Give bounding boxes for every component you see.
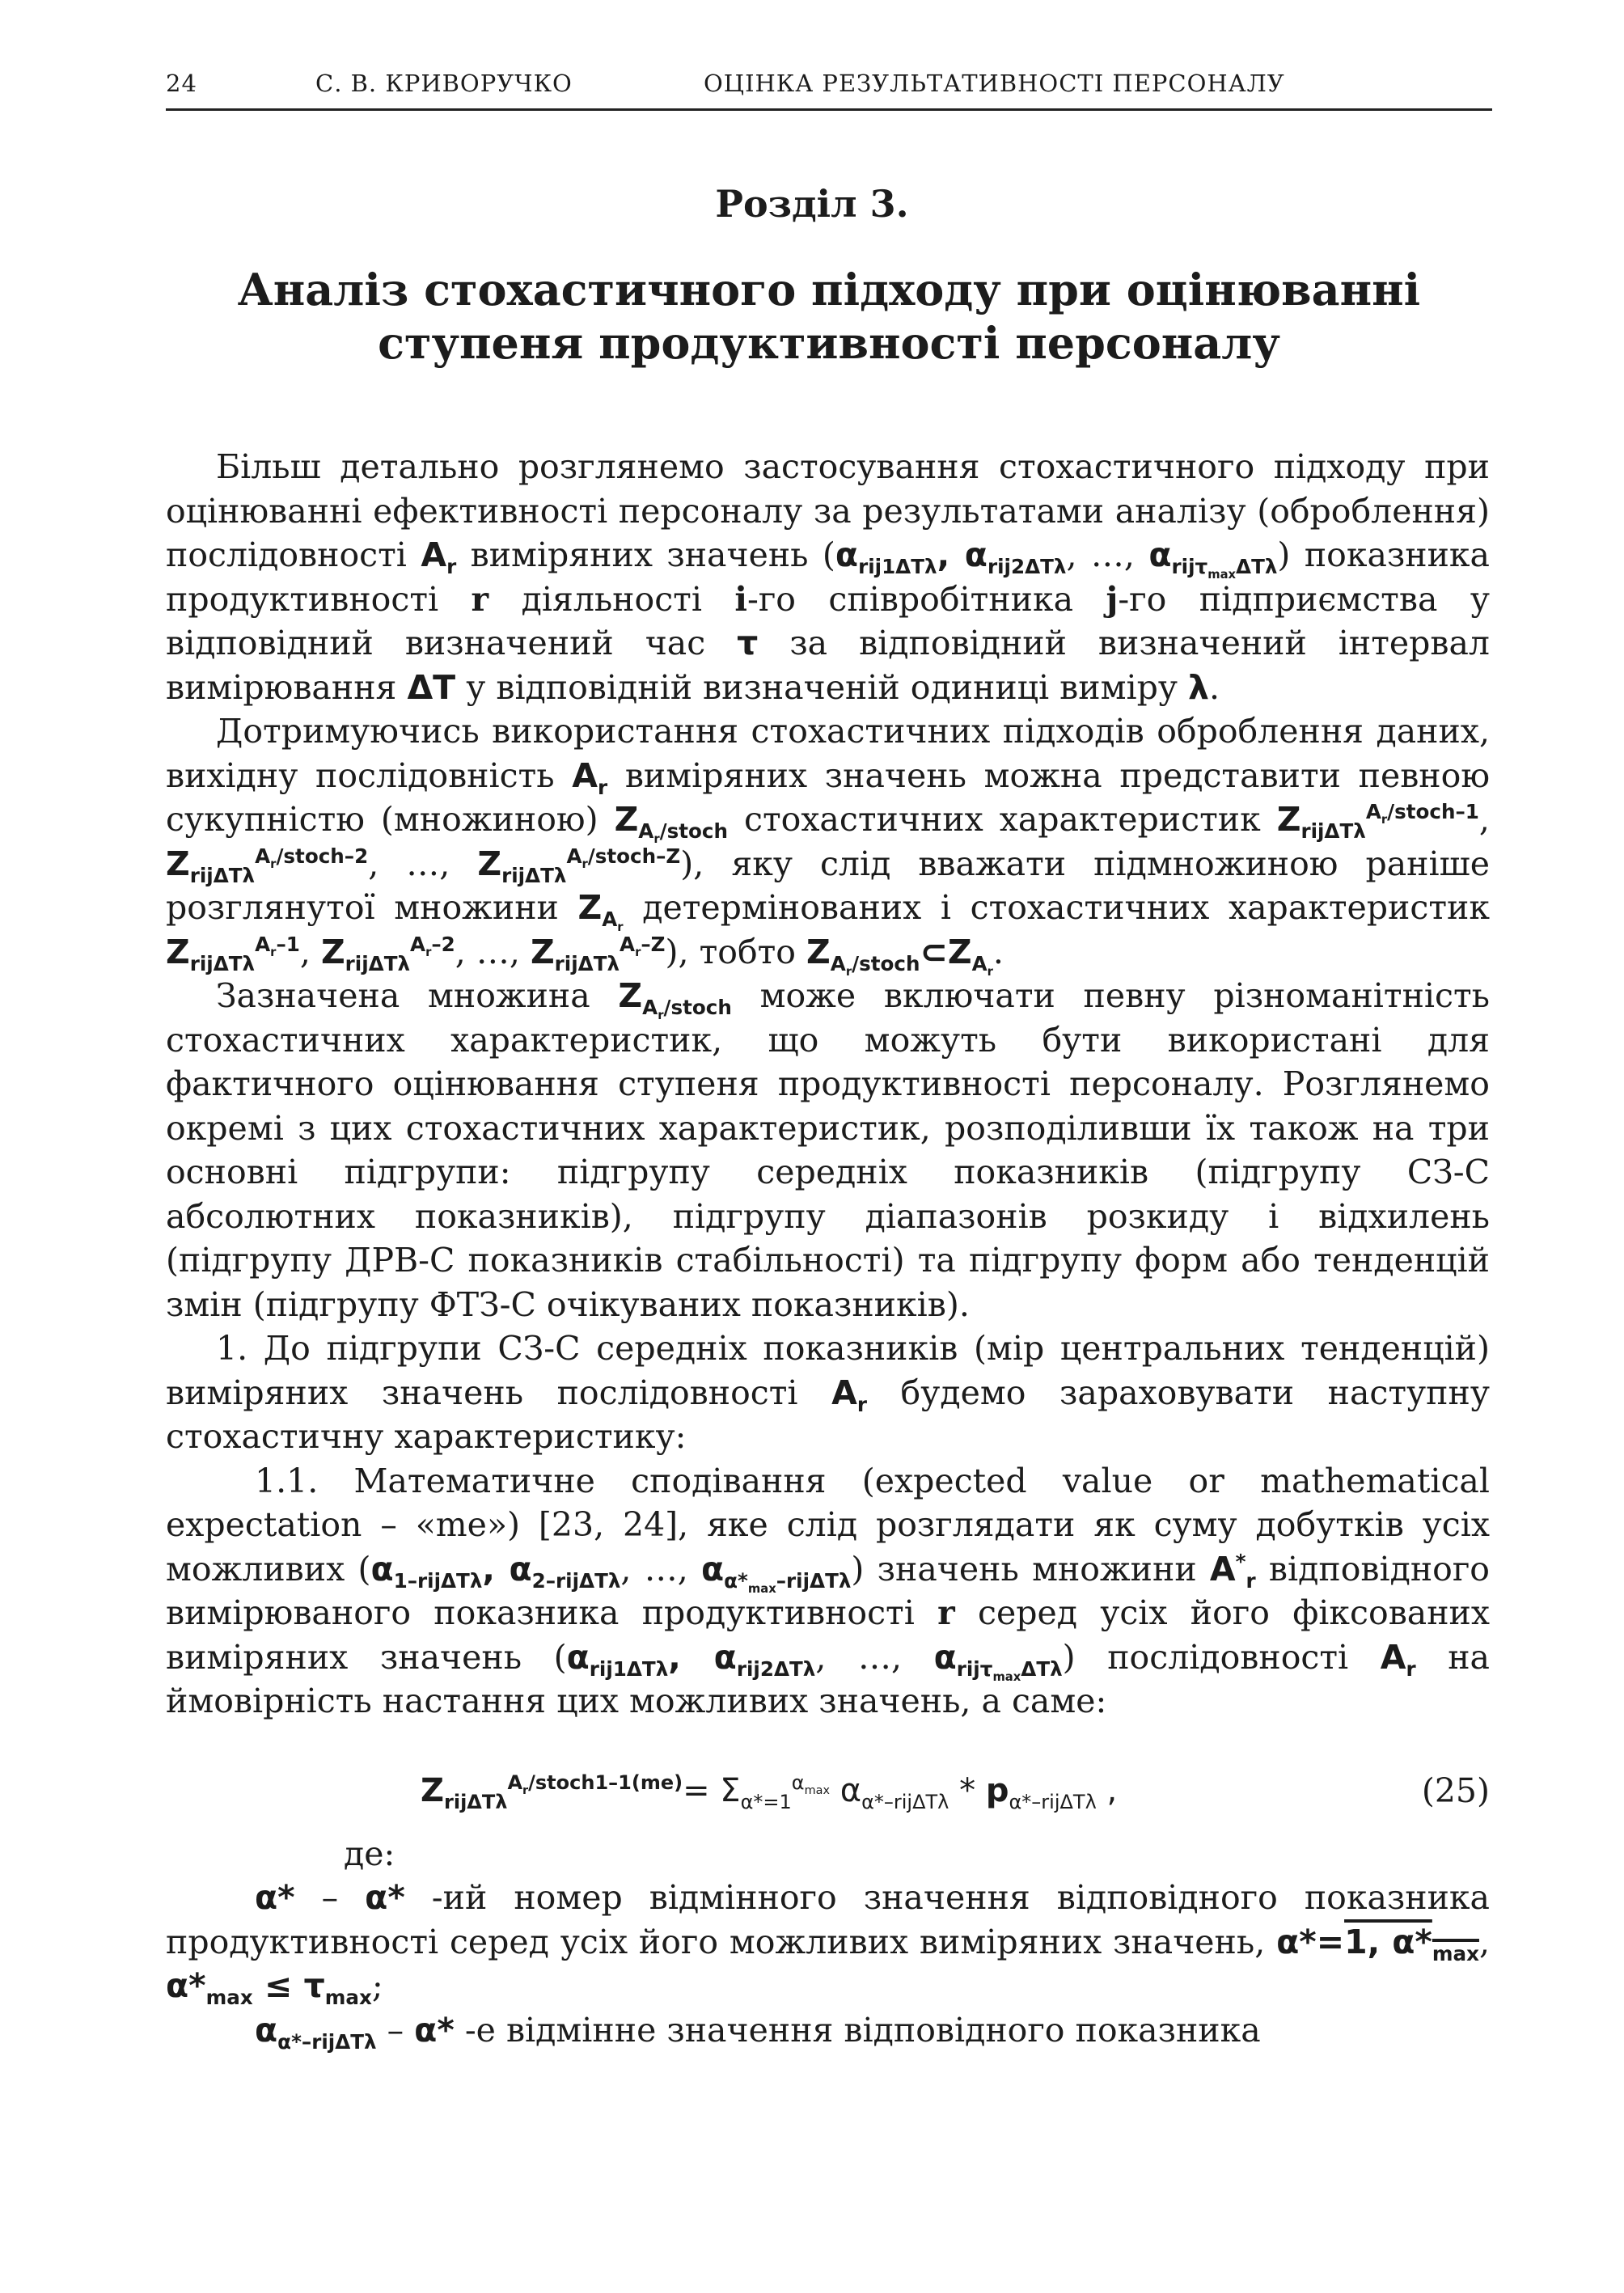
definitions-intro: де:	[344, 1834, 395, 1873]
header-author: С. В. КРИВОРУЧКО	[315, 70, 573, 97]
chapter-title	[162, 263, 1496, 370]
formula-25	[166, 1745, 1490, 1832]
paragraph-1: Більш детально розглянемо застосування стохастичного підходу при оцінюванні ефективності персоналу за результатами аналізу (оброблення) послідовності $A_r$ виміряних значень ($\alpha_{rij1\Delta T\lambda}$, $\alpha_{rij2\Delta T\lambda}$, …, $\alpha_{rij\tau_{max}\Delta T\lambda}$) показника продуктивності r діяльності i-го співробітника j-го підприємства у відповідний визначений час τ за відповідний визначений інтервал вимірювання ΔT у відповідній визначеній одиниці виміру λ.	[166, 447, 1490, 707]
definition-alpha-star: α* – α* -ий номер відмінного значення відповідного показника продуктивності серед усіх його можливих виміряних значень, α*=1, $\alpha*_{max}$, $\alpha*_{max} \le \tau_{max}$;	[166, 1878, 1490, 2010]
body-text	[166, 445, 1490, 2052]
definition-alpha-value: $\alpha_{\alpha*-rij\Delta T\lambda} - \alpha*$ -е відмінне значення відповідного показника	[255, 2010, 1261, 2054]
section-label: Розділ 3.	[715, 182, 909, 226]
chapter-title-line-2: ступеня продуктивності персоналу	[378, 317, 1280, 369]
chapter-title-line-1: Аналіз стохастичного підходу при оцінюванні	[237, 264, 1421, 315]
page-number: 24	[166, 70, 197, 97]
paragraph-5: 1.1. Математичне сподівання (expected value or mathematical expectation – «me») [23, 24], яке слід розглядати як суму добутків усіх можливих ($\alpha_{1-rij\Delta T\lambda}$, $\alpha_{2-rij\Delta T\lambda}$, …, $\alpha_{\alpha*_{max}-rij\Delta T\lambda}$) значень множини $A^*_r$ відповідного вимірюваного показника продуктивності r серед усіх його фіксованих виміряних значень ($\alpha_{rij1\Delta T\lambda}$, $\alpha_{rij2\Delta T\lambda}$, …, $\alpha_{rij\tau_{max}\Delta T\lambda}$) послідовності $A_r$ на ймовірність настання цих можливих значень, а саме:	[166, 1461, 1490, 1720]
paragraph-4: 1. До підгрупи СЗ-С середніх показників (мір центральних тенденцій) виміряних значень послідовності $A_r$ будемо зараховувати наступну стохастичну характеристику:	[166, 1329, 1490, 1456]
running-header	[166, 63, 1492, 111]
equation-number: (25)	[1421, 1771, 1490, 1810]
paragraph-2: Дотримуючись використання стохастичних підходів оброблення даних, вихідну послідовність $A_r$ виміряних значень можна представити певною сукупністю (множиною) $Z_{A_r/stoch}$ стохастичних характеристик $Z_{rij\Delta T\lambda}^{A_r/stoch-1}$, $Z_{rij\Delta T\lambda}^{A_r/stoch-2}$, …, $Z_{rij\Delta T\lambda}^{A_r/stoch-Z}$), яку слід вважати підмножиною раніше розглянутої множини $Z_{A_r}$ детермінованих і стохастичних характеристик $Z_{rij\Delta T\lambda}^{A_r-1}$, $Z_{rij\Delta T\lambda}^{A_r-2}$, …, $Z_{rij\Delta T\lambda}^{A_r-Z}$), тобто $Z_{A_r/stoch}\subset Z_{A_r}$.	[166, 712, 1491, 979]
formula-expression: $Z_{rij\Delta T\lambda}^{A_r/stoch1-1(me)}= \Sigma_{\alpha*=1}^{\alpha_{max}}$ $\alpha_{\alpha*-rij\Delta T\lambda} * p_{\alpha*-rij\Delta T\lambda}$ ,	[421, 1771, 1118, 1813]
paragraph-3: Зазначена множина $Z_{A_r/stoch}$ може включати певну різноманітність стохастичних характеристик, що можуть бути використані для фактичного оцінювання ступеня продуктивності персоналу. Розглянемо окремі з цих стохастичних характеристик, розподіливши їх також на три основні підгрупи: підгрупу середніх показників (підгрупу СЗ-С абсолютних показників), підгрупу діапазонів розкиду і відхилень (підгрупу ДРВ-С показників стабільності) та підгрупу форм або тенденцій змін (підгрупу ФТЗ-С очікуваних показників).	[166, 976, 1490, 1324]
header-running-title: ОЦІНКА РЕЗУЛЬТАТИВНОСТІ ПЕРСОНАЛУ	[704, 70, 1285, 97]
definitions	[166, 1832, 1490, 2053]
